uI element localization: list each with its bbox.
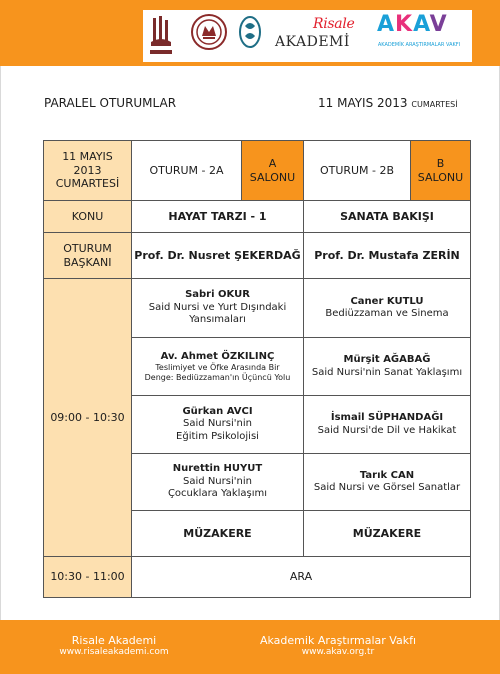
header-bar	[0, 0, 500, 66]
heading-day-text: CUMARTESİ	[411, 100, 458, 109]
risale-akademi-logo	[275, 14, 363, 58]
talk-a-1: Sabri OKUR Said Nursi ve Yurt Dışındaki Yansımaları	[132, 279, 304, 338]
topic-label: KONU	[44, 201, 132, 233]
footer-left-name: Risale Akademi	[71, 634, 157, 647]
schedule-table	[43, 140, 471, 598]
page-title: PARALEL OTURUMLAR	[44, 96, 177, 110]
discussion-a: MÜZAKERE	[132, 511, 304, 557]
table-header-row	[44, 141, 471, 201]
chair-b: Prof. Dr. Mustafa ZERİN	[304, 233, 471, 279]
footer-left-url[interactable]: www.risaleakademi.com	[59, 647, 169, 657]
topic-a: HAYAT TARZI - 1	[132, 201, 304, 233]
talk-b-2: Mürşit AĞABAĞ Said Nursi'nin Sanat Yaklaşımı	[304, 338, 471, 396]
heading-date	[318, 96, 458, 110]
footer-right-name: Akademik Araştırmalar Vakfı	[259, 634, 417, 647]
chair-a: Prof. Dr. Nusret ŞEKERDAĞ	[132, 233, 304, 279]
footer-right	[250, 634, 426, 657]
talk-a-3: Gürkan AVCI Said Nursi'nin Eğitim Psikolojisi	[132, 396, 304, 454]
bitlis-logo	[149, 14, 173, 58]
risale-logo-text: Risale	[313, 16, 355, 32]
discussion-b: MÜZAKERE	[304, 511, 471, 557]
hall-b-badge: B SALONU	[411, 141, 471, 201]
date-cell: 11 MAYIS 2013 CUMARTESİ	[44, 141, 132, 201]
akav-logo-text: AKAV	[377, 12, 448, 37]
talk-b-3: İsmail SÜPHANDAĞI Said Nursi'de Dil ve Hakikat	[304, 396, 471, 454]
talk-a-4: Nurettin HUYUT Said Nursi'nin Çocuklara Yaklaşımı	[132, 454, 304, 511]
heading-date-text: 11 MAYIS 2013	[318, 96, 408, 110]
akav-logo	[371, 12, 467, 58]
chair-label: OTURUM BAŞKANI	[44, 233, 132, 279]
break-time: 10:30 - 11:00	[44, 557, 132, 598]
topic-row	[44, 201, 471, 233]
footer-left	[44, 634, 184, 657]
akav-logo-subtitle: AKADEMİK ARAŞTIRMALAR VAKFI	[377, 42, 461, 48]
time-block-cell: 09:00 - 10:30	[44, 279, 132, 557]
chair-row	[44, 233, 471, 279]
footer-right-url[interactable]: www.akav.org.tr	[301, 647, 375, 657]
university-seal-logo	[191, 14, 227, 50]
hall-a-badge: A SALONU	[242, 141, 304, 201]
break-row	[44, 557, 471, 598]
talk-b-1: Caner KUTLU Bediüzzaman ve Sinema	[304, 279, 471, 338]
logo-strip	[143, 10, 472, 62]
talk-b-4: Tarık CAN Said Nursi ve Görsel Sanatlar	[304, 454, 471, 511]
talk-a-2: Av. Ahmet ÖZKILINÇ Teslimiyet ve Öfke Arasında Bir Denge: Bediüzzaman'ın Üçüncü Yolu	[132, 338, 304, 396]
akademi-logo-text: AKADEMİ	[275, 34, 350, 50]
nagsh-logo	[238, 14, 262, 54]
topic-b: SANATA BAKIŞI	[304, 201, 471, 233]
footer-bar	[0, 620, 500, 674]
break-label: ARA	[132, 557, 471, 598]
session-b-title: OTURUM - 2B	[304, 141, 411, 201]
talk-row	[44, 279, 471, 338]
session-a-title: OTURUM - 2A	[132, 141, 242, 201]
